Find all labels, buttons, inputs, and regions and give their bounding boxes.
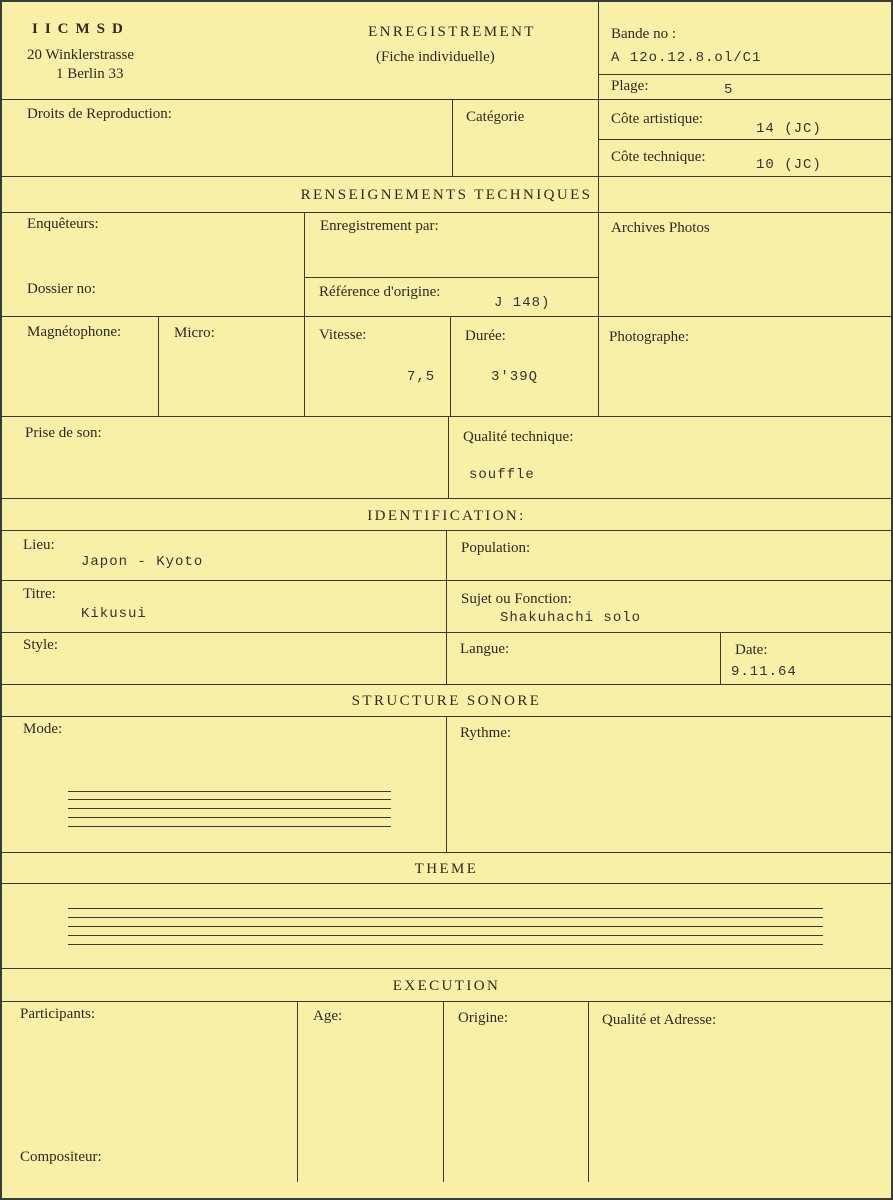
form-subtitle: (Fiche individuelle) (376, 49, 495, 65)
date-value: 9.11.64 (731, 664, 797, 680)
lieu-label: Lieu: (23, 537, 55, 553)
compositeur-label: Compositeur: (20, 1149, 102, 1165)
rule (588, 1001, 589, 1182)
style-label: Style: (23, 637, 59, 653)
section-title-execution: EXECUTION (392, 978, 501, 994)
rule (448, 416, 449, 498)
rule (450, 316, 451, 416)
micro-label: Micro: (174, 325, 215, 341)
rule (2, 176, 891, 177)
section-title-techniques: RENSEIGNEMENTS TECHNIQUES (300, 187, 593, 203)
rule (598, 74, 891, 75)
enregistrement-par-label: Enregistrement par: (320, 218, 439, 234)
rule (297, 1001, 298, 1182)
rule (2, 416, 891, 417)
plage-value: 5 (724, 82, 734, 98)
rythme-label: Rythme: (460, 725, 512, 741)
photographe-label: Photographe: (609, 329, 689, 345)
vitesse-value: 7,5 (407, 369, 436, 385)
rule (443, 1001, 444, 1182)
enqueteurs-label: Enquêteurs: (27, 216, 99, 232)
langue-label: Langue: (460, 641, 510, 657)
plage-label: Plage: (611, 78, 649, 94)
cote-artistique-label: Côte artistique: (611, 111, 704, 127)
bande-value: A 12o.12.8.ol/C1 (611, 50, 762, 66)
rule (304, 277, 598, 278)
age-label: Age: (313, 1008, 343, 1024)
cote-artistique-value: 14 (JC) (756, 121, 822, 137)
bande-label: Bande no : (611, 26, 676, 42)
reference-label: Référence d'origine: (319, 284, 441, 300)
section-title-theme: THEME (414, 861, 479, 877)
institute-logo: IICMSD (32, 21, 130, 37)
categorie-label: Catégorie (466, 109, 525, 125)
reference-value: J 148) (494, 295, 551, 311)
rule (452, 99, 453, 176)
prise-de-son-label: Prise de son: (25, 425, 102, 441)
section-title-identification: IDENTIFICATION: (367, 508, 526, 524)
dossier-label: Dossier no: (27, 281, 96, 297)
magnetophone-label: Magnétophone: (27, 324, 122, 340)
form-title: ENREGISTREMENT (368, 24, 536, 40)
recording-card (2, 2, 891, 1198)
address-line-2: 1 Berlin 33 (56, 66, 124, 82)
archives-photos-label: Archives Photos (611, 220, 710, 236)
date-label: Date: (735, 642, 768, 658)
rule (2, 99, 891, 100)
sujet-value: Shakuhachi solo (500, 610, 642, 626)
origine-label: Origine: (458, 1010, 508, 1026)
rule (304, 212, 305, 416)
rule (2, 498, 891, 499)
titre-label: Titre: (23, 586, 56, 602)
rule (598, 139, 891, 140)
cote-technique-label: Côte technique: (611, 149, 706, 165)
titre-value: Kikusui (81, 606, 147, 622)
rule (2, 212, 891, 213)
rule (2, 883, 891, 884)
qualite-technique-value: souffle (469, 467, 535, 483)
rule (2, 1001, 891, 1002)
rule (2, 852, 891, 853)
rule (446, 530, 447, 684)
rule (2, 684, 891, 685)
mode-label: Mode: (23, 721, 63, 737)
rule (2, 316, 891, 317)
address-line-1: 20 Winklerstrasse (27, 47, 135, 63)
duree-label: Durée: (465, 328, 506, 344)
cote-technique-value: 10 (JC) (756, 157, 822, 173)
rule (2, 968, 891, 969)
participants-label: Participants: (20, 1006, 95, 1022)
qualite-technique-label: Qualité technique: (463, 429, 574, 445)
rule (720, 632, 721, 684)
rule (158, 316, 159, 416)
rule (446, 716, 447, 852)
rule (598, 2, 599, 416)
sujet-label: Sujet ou Fonction: (461, 591, 572, 607)
population-label: Population: (461, 540, 531, 556)
vitesse-label: Vitesse: (319, 327, 367, 343)
droits-label: Droits de Reproduction: (27, 106, 172, 122)
duree-value: 3'39Q (491, 369, 539, 385)
qualite-adresse-label: Qualité et Adresse: (602, 1012, 717, 1028)
section-title-structure: STRUCTURE SONORE (351, 693, 542, 709)
lieu-value: Japon - Kyoto (81, 554, 204, 570)
